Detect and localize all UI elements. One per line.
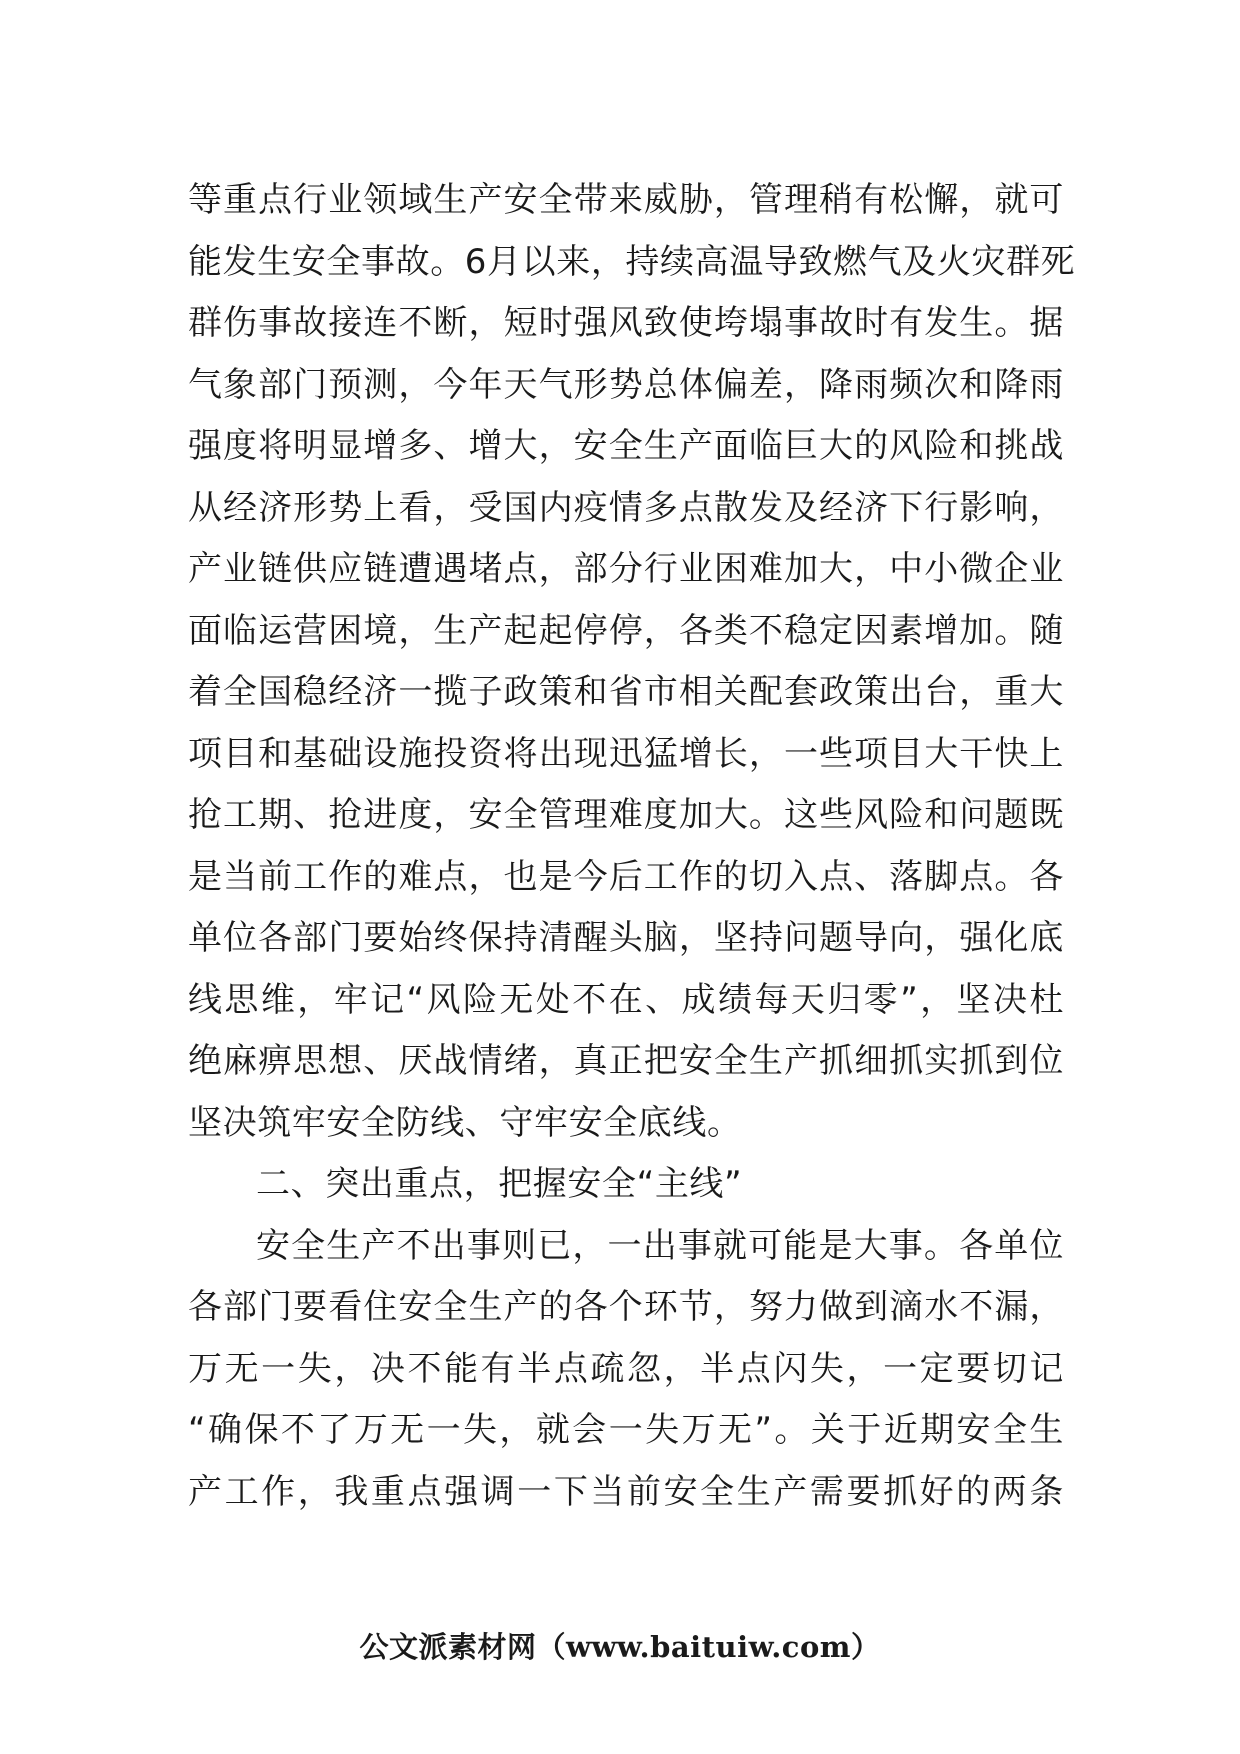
text-line: 从经济形势上看，受国内疫情多点散发及经济下行影响，	[188, 487, 1064, 528]
text-line: 群伤事故接连不断，短时强风致使垮塌事故时有发生。据	[188, 303, 1064, 343]
text-line: 坚决筑牢安全防线、守牢安全底线。	[188, 1102, 742, 1143]
text-line: 各部门要看住安全生产的各个环节，努力做到滴水不漏，	[188, 1287, 1064, 1327]
text-line: 能发生安全事故。6月以来，持续高温导致燃气及火灾群死	[188, 241, 1076, 282]
text-line: 万无一失，决不能有半点疏忽，半点闪失，一定要切记	[188, 1348, 1064, 1389]
text-line: 安全生产不出事则已，一出事就可能是大事。各单位	[256, 1225, 1064, 1266]
text-line: 着全国稳经济一揽子政策和省市相关配套政策出台，重大	[188, 672, 1064, 712]
footer-watermark-text: 公文派素材网（www.baituiw.com）	[359, 1630, 881, 1664]
text-line: 抢工期、抢进度，安全管理难度加大。这些风险和问题既	[188, 795, 1064, 835]
text-line: 单位各部门要始终保持清醒头脑，坚持问题导向，强化底	[188, 918, 1064, 958]
document-body	[188, 170, 1076, 1523]
text-line: 气象部门预测，今年天气形势总体偏差，降雨频次和降雨	[188, 364, 1064, 405]
text-line: 产业链供应链遭遇堵点，部分行业困难加大，中小微企业	[188, 549, 1064, 589]
text-line: 绝麻痹思想、厌战情绪，真正把安全生产抓细抓实抓到位	[188, 1041, 1064, 1081]
text-line: 产工作，我重点强调一下当前安全生产需要抓好的两条	[188, 1471, 1064, 1512]
text-line: 是当前工作的难点，也是今后工作的切入点、落脚点。各	[188, 856, 1064, 897]
section-heading: 二、突出重点，把握安全“主线”	[256, 1164, 743, 1204]
text-line: 线思维，牢记“风险无处不在、成绩每天归零”，坚决杜	[188, 979, 1064, 1020]
text-line: 等重点行业领域生产安全带来威胁，管理稍有松懈，就可	[188, 180, 1064, 220]
text-line: 项目和基础设施投资将出现迅猛增长，一些项目大干快上	[188, 733, 1064, 774]
text-line: “确保不了万无一失，就会一失万无”。关于近期安全生	[188, 1410, 1064, 1450]
text-line: 面临运营困境，生产起起停停，各类不稳定因素增加。随	[188, 610, 1064, 651]
text-line: 强度将明显增多、增大，安全生产面临巨大的风险和挑战	[188, 426, 1064, 466]
